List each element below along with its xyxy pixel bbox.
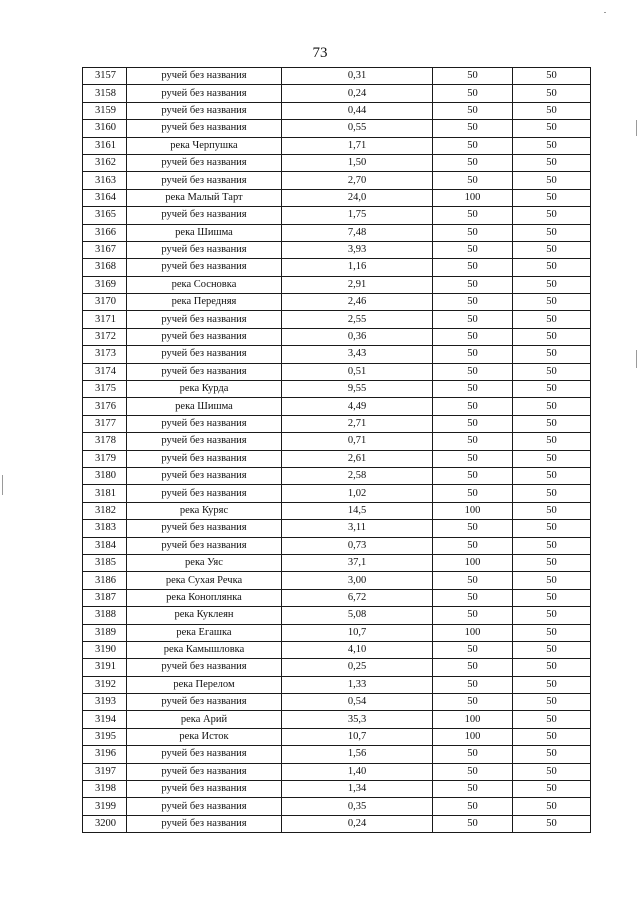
coastal-strip-cell: 50 [513,102,591,119]
protection-zone-cell: 50 [433,415,513,432]
water-body-name-cell: ручей без названия [127,781,282,798]
protection-zone-cell: 50 [433,694,513,711]
protection-zone-cell: 50 [433,311,513,328]
table-row [83,589,591,606]
row-number-cell: 3199 [83,798,127,815]
water-body-name-cell: река Егашка [127,624,282,641]
coastal-strip-cell: 50 [513,189,591,206]
row-number-cell: 3161 [83,137,127,154]
table-row [83,728,591,745]
row-number-cell: 3172 [83,328,127,345]
table-row [83,172,591,189]
protection-zone-cell: 50 [433,398,513,415]
length-cell: 0,51 [282,363,433,380]
protection-zone-cell: 50 [433,85,513,102]
coastal-strip-cell: 50 [513,537,591,554]
coastal-strip-cell: 50 [513,346,591,363]
coastal-strip-cell: 50 [513,659,591,676]
coastal-strip-cell: 50 [513,415,591,432]
coastal-strip-cell: 50 [513,676,591,693]
length-cell: 9,55 [282,381,433,398]
length-cell: 37,1 [282,554,433,571]
coastal-strip-cell: 50 [513,502,591,519]
coastal-strip-cell: 50 [513,172,591,189]
row-number-cell: 3158 [83,85,127,102]
length-cell: 1,02 [282,485,433,502]
row-number-cell: 3189 [83,624,127,641]
length-cell: 3,43 [282,346,433,363]
coastal-strip-cell: 50 [513,711,591,728]
table-row [83,502,591,519]
table-row [83,294,591,311]
coastal-strip-cell: 50 [513,589,591,606]
row-number-cell: 3166 [83,224,127,241]
row-number-cell: 3183 [83,520,127,537]
water-body-name-cell: река Шишма [127,398,282,415]
water-body-name-cell: ручей без названия [127,485,282,502]
table-row [83,85,591,102]
length-cell: 7,48 [282,224,433,241]
table-row [83,189,591,206]
length-cell: 2,71 [282,415,433,432]
coastal-strip-cell: 50 [513,450,591,467]
length-cell: 3,93 [282,241,433,258]
length-cell: 0,44 [282,102,433,119]
row-number-cell: 3174 [83,363,127,380]
length-cell: 0,55 [282,120,433,137]
coastal-strip-cell: 50 [513,328,591,345]
protection-zone-cell: 50 [433,781,513,798]
protection-zone-cell: 100 [433,502,513,519]
protection-zone-cell: 50 [433,207,513,224]
water-body-name-cell: ручей без названия [127,798,282,815]
table-row [83,259,591,276]
water-body-name-cell: река Куклеян [127,607,282,624]
coastal-strip-cell: 50 [513,467,591,484]
water-body-name-cell: река Сухая Речка [127,572,282,589]
table-row [83,398,591,415]
row-number-cell: 3197 [83,763,127,780]
protection-zone-cell: 50 [433,607,513,624]
coastal-strip-cell: 50 [513,781,591,798]
length-cell: 1,75 [282,207,433,224]
table-row [83,433,591,450]
length-cell: 3,00 [282,572,433,589]
coastal-strip-cell: 50 [513,815,591,832]
length-cell: 0,24 [282,85,433,102]
protection-zone-cell: 50 [433,798,513,815]
row-number-cell: 3182 [83,502,127,519]
length-cell: 2,58 [282,467,433,484]
coastal-strip-cell: 50 [513,624,591,641]
table-row [83,207,591,224]
protection-zone-cell: 50 [433,676,513,693]
water-body-name-cell: ручей без названия [127,85,282,102]
length-cell: 2,55 [282,311,433,328]
water-body-name-cell: ручей без названия [127,433,282,450]
table-row [83,68,591,85]
row-number-cell: 3170 [83,294,127,311]
table-row [83,346,591,363]
row-number-cell: 3165 [83,207,127,224]
length-cell: 0,25 [282,659,433,676]
table-row [83,694,591,711]
protection-zone-cell: 50 [433,259,513,276]
water-body-name-cell: ручей без названия [127,102,282,119]
water-body-name-cell: ручей без названия [127,68,282,85]
coastal-strip-cell: 50 [513,137,591,154]
length-cell: 4,49 [282,398,433,415]
length-cell: 2,70 [282,172,433,189]
coastal-strip-cell: 50 [513,763,591,780]
scan-mark [636,350,637,368]
table-row [83,520,591,537]
coastal-strip-cell: 50 [513,728,591,745]
coastal-strip-cell: 50 [513,363,591,380]
water-body-name-cell: река Передняя [127,294,282,311]
table-row [83,276,591,293]
table-row [83,746,591,763]
table-row [83,554,591,571]
water-body-name-cell: река Малый Тарт [127,189,282,206]
water-body-name-cell: ручей без названия [127,415,282,432]
water-body-name-cell: ручей без названия [127,763,282,780]
length-cell: 5,08 [282,607,433,624]
table-row [83,641,591,658]
protection-zone-cell: 50 [433,589,513,606]
table-row [83,607,591,624]
protection-zone-cell: 50 [433,328,513,345]
row-number-cell: 3180 [83,467,127,484]
water-body-name-cell: река Арий [127,711,282,728]
table-row [83,763,591,780]
water-body-name-cell: река Куряс [127,502,282,519]
row-number-cell: 3192 [83,676,127,693]
protection-zone-cell: 50 [433,120,513,137]
water-body-name-cell: ручей без названия [127,659,282,676]
row-number-cell: 3191 [83,659,127,676]
table-row [83,659,591,676]
row-number-cell: 3168 [83,259,127,276]
table-row [83,415,591,432]
row-number-cell: 3175 [83,381,127,398]
protection-zone-cell: 100 [433,728,513,745]
protection-zone-cell: 50 [433,641,513,658]
row-number-cell: 3178 [83,433,127,450]
row-number-cell: 3186 [83,572,127,589]
water-body-name-cell: ручей без названия [127,815,282,832]
protection-zone-cell: 50 [433,815,513,832]
length-cell: 14,5 [282,502,433,519]
length-cell: 1,16 [282,259,433,276]
coastal-strip-cell: 50 [513,607,591,624]
row-number-cell: 3187 [83,589,127,606]
coastal-strip-cell: 50 [513,746,591,763]
length-cell: 1,33 [282,676,433,693]
protection-zone-cell: 50 [433,224,513,241]
coastal-strip-cell: 50 [513,572,591,589]
length-cell: 1,50 [282,154,433,171]
table-row [83,450,591,467]
length-cell: 4,10 [282,641,433,658]
water-body-name-cell: ручей без названия [127,520,282,537]
protection-zone-cell: 50 [433,294,513,311]
row-number-cell: 3159 [83,102,127,119]
row-number-cell: 3167 [83,241,127,258]
protection-zone-cell: 50 [433,154,513,171]
coastal-strip-cell: 50 [513,485,591,502]
water-body-name-cell: ручей без названия [127,259,282,276]
length-cell: 1,56 [282,746,433,763]
length-cell: 2,91 [282,276,433,293]
protection-zone-cell: 50 [433,572,513,589]
coastal-strip-cell: 50 [513,311,591,328]
coastal-strip-cell: 50 [513,433,591,450]
protection-zone-cell: 50 [433,363,513,380]
table-row [83,537,591,554]
length-cell: 1,40 [282,763,433,780]
protection-zone-cell: 50 [433,381,513,398]
protection-zone-cell: 50 [433,68,513,85]
coastal-strip-cell: 50 [513,259,591,276]
row-number-cell: 3163 [83,172,127,189]
table-row [83,328,591,345]
water-body-name-cell: ручей без названия [127,450,282,467]
water-body-name-cell: ручей без названия [127,537,282,554]
length-cell: 3,11 [282,520,433,537]
row-number-cell: 3198 [83,781,127,798]
water-body-name-cell: река Сосновка [127,276,282,293]
length-cell: 10,7 [282,624,433,641]
water-body-name-cell: ручей без названия [127,467,282,484]
length-cell: 2,61 [282,450,433,467]
water-body-name-cell: река Курда [127,381,282,398]
table-row [83,381,591,398]
water-body-name-cell: река Перелом [127,676,282,693]
table-row [83,711,591,728]
coastal-strip-cell: 50 [513,798,591,815]
table-row [83,363,591,380]
coastal-strip-cell: 50 [513,694,591,711]
table-row [83,137,591,154]
coastal-strip-cell: 50 [513,68,591,85]
protection-zone-cell: 50 [433,537,513,554]
water-body-name-cell: ручей без названия [127,154,282,171]
row-number-cell: 3196 [83,746,127,763]
protection-zone-cell: 50 [433,467,513,484]
row-number-cell: 3169 [83,276,127,293]
coastal-strip-cell: 50 [513,120,591,137]
length-cell: 6,72 [282,589,433,606]
row-number-cell: 3177 [83,415,127,432]
coastal-strip-cell: 50 [513,398,591,415]
water-body-name-cell: река Исток [127,728,282,745]
water-body-name-cell: ручей без названия [127,746,282,763]
row-number-cell: 3193 [83,694,127,711]
protection-zone-cell: 50 [433,276,513,293]
coastal-strip-cell: 50 [513,241,591,258]
protection-zone-cell: 50 [433,659,513,676]
table-row [83,467,591,484]
water-body-name-cell: ручей без названия [127,172,282,189]
coastal-strip-cell: 50 [513,381,591,398]
protection-zone-cell: 50 [433,746,513,763]
table-row [83,572,591,589]
protection-zone-cell: 100 [433,624,513,641]
protection-zone-cell: 50 [433,763,513,780]
coastal-strip-cell: 50 [513,520,591,537]
protection-zone-cell: 50 [433,241,513,258]
length-cell: 0,35 [282,798,433,815]
table-row [83,798,591,815]
water-body-name-cell: ручей без названия [127,363,282,380]
water-body-name-cell: ручей без названия [127,120,282,137]
length-cell: 0,71 [282,433,433,450]
protection-zone-cell: 50 [433,102,513,119]
table-row [83,241,591,258]
row-number-cell: 3185 [83,554,127,571]
row-number-cell: 3195 [83,728,127,745]
length-cell: 35,3 [282,711,433,728]
coastal-strip-cell: 50 [513,224,591,241]
coastal-strip-cell: 50 [513,207,591,224]
length-cell: 0,54 [282,694,433,711]
coastal-strip-cell: 50 [513,154,591,171]
water-body-name-cell: ручей без названия [127,311,282,328]
row-number-cell: 3194 [83,711,127,728]
row-number-cell: 3184 [83,537,127,554]
row-number-cell: 3157 [83,68,127,85]
length-cell: 10,7 [282,728,433,745]
row-number-cell: 3173 [83,346,127,363]
protection-zone-cell: 100 [433,711,513,728]
row-number-cell: 3160 [83,120,127,137]
coastal-strip-cell: 50 [513,276,591,293]
length-cell: 1,34 [282,781,433,798]
coastal-strip-cell: 50 [513,294,591,311]
table-row [83,815,591,832]
length-cell: 0,73 [282,537,433,554]
coastal-strip-cell: 50 [513,85,591,102]
length-cell: 2,46 [282,294,433,311]
water-body-name-cell: река Черпушка [127,137,282,154]
water-body-name-cell: ручей без названия [127,694,282,711]
row-number-cell: 3200 [83,815,127,832]
scan-mark [604,12,606,13]
protection-zone-cell: 50 [433,520,513,537]
row-number-cell: 3188 [83,607,127,624]
table-row [83,224,591,241]
table-row [83,120,591,137]
protection-zone-cell: 100 [433,189,513,206]
water-body-name-cell: ручей без названия [127,241,282,258]
row-number-cell: 3190 [83,641,127,658]
row-number-cell: 3181 [83,485,127,502]
protection-zone-cell: 50 [433,346,513,363]
row-number-cell: 3176 [83,398,127,415]
row-number-cell: 3164 [83,189,127,206]
table-row [83,781,591,798]
table-body [83,68,591,833]
protection-zone-cell: 50 [433,137,513,154]
length-cell: 0,24 [282,815,433,832]
coastal-strip-cell: 50 [513,641,591,658]
length-cell: 1,71 [282,137,433,154]
table-row [83,624,591,641]
table-row [83,676,591,693]
length-cell: 0,36 [282,328,433,345]
row-number-cell: 3179 [83,450,127,467]
row-number-cell: 3162 [83,154,127,171]
length-cell: 24,0 [282,189,433,206]
protection-zone-cell: 50 [433,450,513,467]
table-row [83,154,591,171]
length-cell: 0,31 [282,68,433,85]
water-bodies-table [82,67,591,833]
water-body-name-cell: ручей без названия [127,346,282,363]
table-row [83,485,591,502]
scan-mark [2,475,3,495]
water-body-name-cell: река Коноплянка [127,589,282,606]
table-row [83,102,591,119]
protection-zone-cell: 100 [433,554,513,571]
scan-mark [636,120,637,136]
page-number: 73 [312,45,328,61]
water-body-name-cell: ручей без названия [127,328,282,345]
protection-zone-cell: 50 [433,433,513,450]
water-body-name-cell: река Уяс [127,554,282,571]
water-body-name-cell: ручей без названия [127,207,282,224]
water-body-name-cell: река Шишма [127,224,282,241]
protection-zone-cell: 50 [433,485,513,502]
row-number-cell: 3171 [83,311,127,328]
table-row [83,311,591,328]
water-body-name-cell: река Камышловка [127,641,282,658]
protection-zone-cell: 50 [433,172,513,189]
coastal-strip-cell: 50 [513,554,591,571]
